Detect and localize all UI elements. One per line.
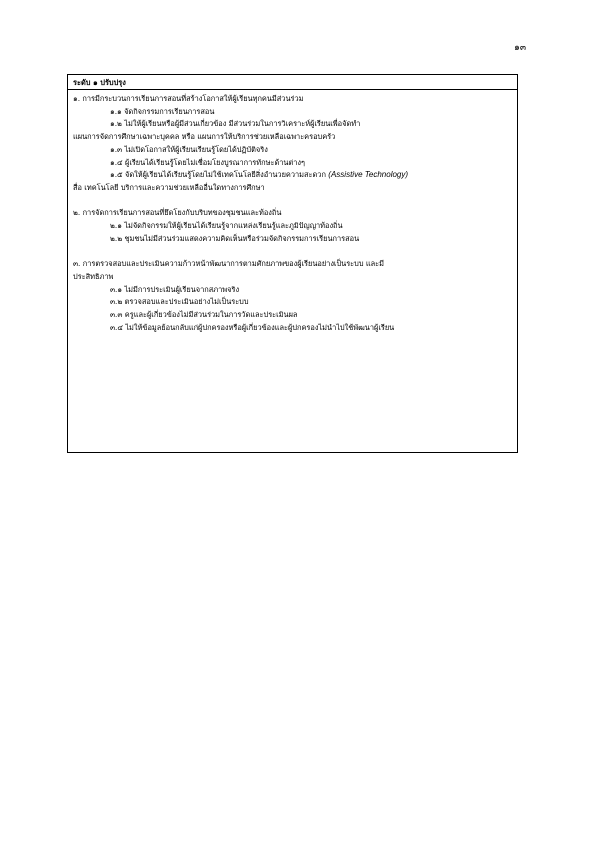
item-3-1: ๓.๑ ไม่มีการประเมินผู้เรียนจากสภาพจริง — [110, 284, 240, 294]
spacer — [73, 195, 512, 208]
spacer — [73, 245, 512, 258]
item-1-5-continuation: สื่อ เทคโนโลยี บริการและความช่วยเหลืออื่นใดทางการศึกษา — [73, 182, 265, 192]
section-3-title: ๓. การตรวจสอบและประเมินความก้าวหน้าพัฒนาการตามศักยภาพของผู้เรียนอย่างเป็นระบบ และมี — [73, 259, 385, 269]
page-number: ๑๓ — [514, 43, 526, 53]
item-1-1: ๑.๑ จัดกิจกรรมการเรียนการสอน — [110, 106, 215, 116]
criteria-table — [67, 74, 518, 453]
item-1-2: ๑.๒ ไม่ให้ผู้เรียนหรือผู้มีส่วนเกี่ยวข้อง มีส่วนร่วมในการวิเคราะห์ผู้เรียนเพื่อจัดทำ — [110, 119, 361, 129]
item-1-5-english: (Assistive Technology) — [328, 170, 409, 180]
item-1-2-continuation: แผนการจัดการศึกษาเฉพาะบุคคล หรือ แผนการให้บริการช่วยเหลือเฉพาะครอบครัว — [73, 132, 336, 142]
item-3-3: ๓.๓ ครูและผู้เกี่ยวข้องไม่มีส่วนร่วมในการวัดและประเมินผล — [110, 309, 298, 319]
item-1-5-text: ๑.๕ จัดให้ผู้เรียนได้เรียนรู้โดยไม่ใช้เทคโนโลยีสิ่งอำนวยความสะดวก — [110, 170, 326, 180]
section-3-title-continuation: ประสิทธิภาพ — [73, 271, 114, 281]
item-3-2: ๓.๒ ตรวจสอบและประเมินอย่างไม่เป็นระบบ — [110, 297, 249, 307]
level-header: ระดับ ๑ ปรับปรุง — [68, 75, 517, 90]
item-2-2: ๒.๒ ชุมชนไม่มีส่วนร่วมแสดงความคิดเห็นหรือร่วมจัดกิจกรรมการเรียนการสอน — [110, 233, 360, 243]
item-3-4: ๓.๔ ไม่ให้ข้อมูลย้อนกลับแก่ผู้ปกครองหรือผู้เกี่ยวข้องและผู้ปกครองไม่นำไปใช้พัฒนาผู้เรียน — [110, 322, 395, 332]
criteria-body — [68, 90, 517, 334]
section-1-title: ๑. การมีกระบวนการเรียนการสอนที่สร้างโอกาสให้ผู้เรียนทุกคนมีส่วนร่วม — [73, 94, 304, 103]
section-2-title: ๒. การจัดการเรียนการสอนที่ยึดโยงกับบริบทของชุมชนและท้องถิ่น — [73, 208, 282, 218]
item-1-3: ๑.๓ ไม่เปิดโอกาสให้ผู้เรียนเรียนรู้โดยได้ปฏิบัติจริง — [110, 144, 268, 154]
item-2-1: ๒.๑ ไม่จัดกิจกรรมให้ผู้เรียนได้เรียนรู้จากแหล่งเรียนรู้และภูมิปัญญาท้องถิ่น — [110, 221, 343, 231]
item-1-4: ๑.๔ ผู้เรียนได้เรียนรู้โดยไม่เชื่อมโยงบูรณาการทักษะด้านต่างๆ — [110, 157, 305, 167]
item-1-5 — [73, 169, 512, 182]
